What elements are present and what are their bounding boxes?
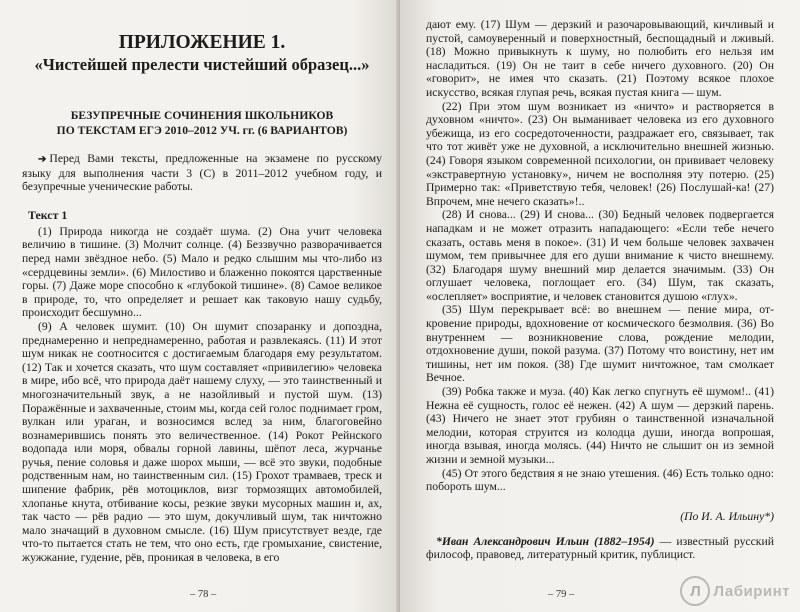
left-paragraph-1: (1) Природа никогда не создаёт шума. (2) Она учит человека величию в тишине. (3) Молчит солнце. (4) Беззвучно разворачивается перед нами звёздное небо. (5) Мало и редко слышим мы что-либо из «сердцевины земли». (6) Милостиво и блаженно покоятся царственные горы. (7) Даже море способно к «глубокой тишине». (8) Самое великое в природе, то, что определяет и решает как таковую нашу судьбу, происходит бесшумно... [22, 224, 382, 320]
right-paragraph-5: (39) Робка также и муза. (40) Как легко спугнуть её шумом!.. (41) Нежна её сущность, голос её нежен. (42) А шум — дерзкий парень. (43) Ничего не знает этот грубиян о таинственной изначальной мелодии, которая струится из колодца души, иногда вопрошая, иногда взывая, иногда молясь. (44) Ничто не слышит он из земной жизни и земной музыки... [426, 385, 774, 466]
source-signature: (По И. А. Ильину*) [680, 509, 774, 523]
arrow-icon: ➔ [38, 154, 47, 165]
appendix-subtitle: «Чистейшей прелести чистейший образец...» [34, 55, 370, 74]
appendix-title: ПРИЛОЖЕНИЕ 1. [118, 32, 286, 53]
section-title-line-2: ПО ТЕКСТАМ ЕГЭ 2010–2012 УЧ. гг. (6 ВАРИАНТОВ) [56, 123, 348, 137]
author-footnote [426, 535, 774, 562]
right-paragraph-3: (28) И снова... (29) И снова... (30) Бедный человек подвергается нападкам и не может отразить нападающего: «Если тебе нечего сказать, оставь меня в покое». (31) И чем больше человек захвачен шумом, тем привычнее для его души внимание к чисто внешнему. (32) Благодаря шуму внешний мир делается значимым. (33) Он оглушает человека, поглощает его. (34) Шум, так сказать, «ослепляет» восприятие, и человек становится душою «глух». [426, 208, 774, 303]
section-title-line-1: БЕЗУПРЕЧНЫЕ СОЧИНЕНИЯ ШКОЛЬНИКОВ [70, 109, 334, 122]
labyrinth-logo-icon: Л [680, 576, 710, 606]
right-paragraph-2: (22) При этом шум возникает из «ничто» и растворяется в духовном «ничто». (23) Он выманивает человека из его духовного убежища, из его сосредоточенности, раздражает его, связывает, так что тот живёт уже не духовной, а исключительно внешней жизнью. (24) Говоря языком современной психологии, он прививает человеку «экстравертную установку», ничем не восполняя эту потерю. (25) Примерно так: «Приветствую тебя, человек! (26) Послушай-ка! (27) Впрочем, мне нечего сказать»!.. [426, 99, 774, 208]
author-name: *Иван Александрович Ильин (1882–1954) [436, 534, 655, 548]
watermark-logo [680, 576, 790, 606]
left-paragraph-2: (9) А человек шумит. (10) Он шумит спозаранку и допоздна, преднамеренно и непреднамеренно, работая и развлекаясь. (11) И этот шум никак не соотносится с достигаемым благодаря ему результатом. (12) Так и хочется сказать, что шум составляет «привилегию» человека в мире, ибо всё, что природа даёт нашему слуху, — это таинственный и многозначительный звук, а не назойливый и пустой шум. (13) Поражённые и захваченные, стоим мы, когда сей голос поднимает гром, вулкан или ураган, и возносимся вслед за ним, благоговейно вознамерившись понять это величественное. (14) Рокот Рейнского водопада или моря, обвалы горной лавины, шёпот леса, журчанье ручья, пение соловья и даже шорох мыши, — всё это звуки, подобные родственным нам, но таинственным сил. (15) Грохот трамваев, треск и шипение фабрик, рёв мотоциклов, визг тормозящих автомобилей, хлопанье кнута, отбивание косы, резкие звуки мусорных машин и, ах, так часто — рёв радио — это шум, докучливый шум, так ничтожно мало значащий в духовном смысле. (16) Шум присутствует везде, где что-то пытается стать не тем, что оно есть, где громыхание, свистение, жужжание, гудение, рёв, проникая в человека, в его [22, 319, 382, 565]
intro-paragraph [22, 152, 382, 194]
right-paragraph-4: (35) Шум перекрывает всё: во внешнем — пение мира, откровение природы, вдохновение от космического безмолвия. (36) Во внутреннем — возникновение слова, рождение мелодии, отдохновение души, покой разума. (37) Потому что воистину, нет им тишины, нет им покоя. (38) Где шумит ничтожное, там смолкает Вечное. [426, 303, 774, 385]
section-title [22, 109, 382, 138]
text-heading: Текст 1 [28, 207, 68, 222]
watermark-text: Лабиринт [713, 582, 790, 600]
right-paragraph-6: (45) От этого бедствия я не знаю утешения. (46) Есть только одно: побороть шум... [426, 466, 774, 494]
right-paragraph-1: дают ему. (17) Шум — дерзкий и разочаровывающий, кичливый и пустой, самоуверенный и поверхностный, беспощадный и лживый. (18) Можно привыкнуть к шуму, но полюбить его нельзя им насладиться. (19) Он не таит в себе ничего духовного. (20) Он «говорит», не имея что сказать. (21) Поэтому всякое плохое искусство, всякая глупая речь, всякая пустая книга — шум. [426, 18, 774, 99]
author-description: — известный русский философ, правовед, литературный критик, публицист. [426, 534, 774, 562]
page-number-left: – 78 – [190, 589, 217, 600]
intro-text: Перед Вами тексты, предложенные на экзамене по русскому языку для выполнения части 3 (С) в 2011–2012 учебном году, и безупречные ученические работы. [22, 152, 382, 194]
right-page [400, 0, 800, 612]
page-number-right: – 79 – [548, 589, 575, 600]
